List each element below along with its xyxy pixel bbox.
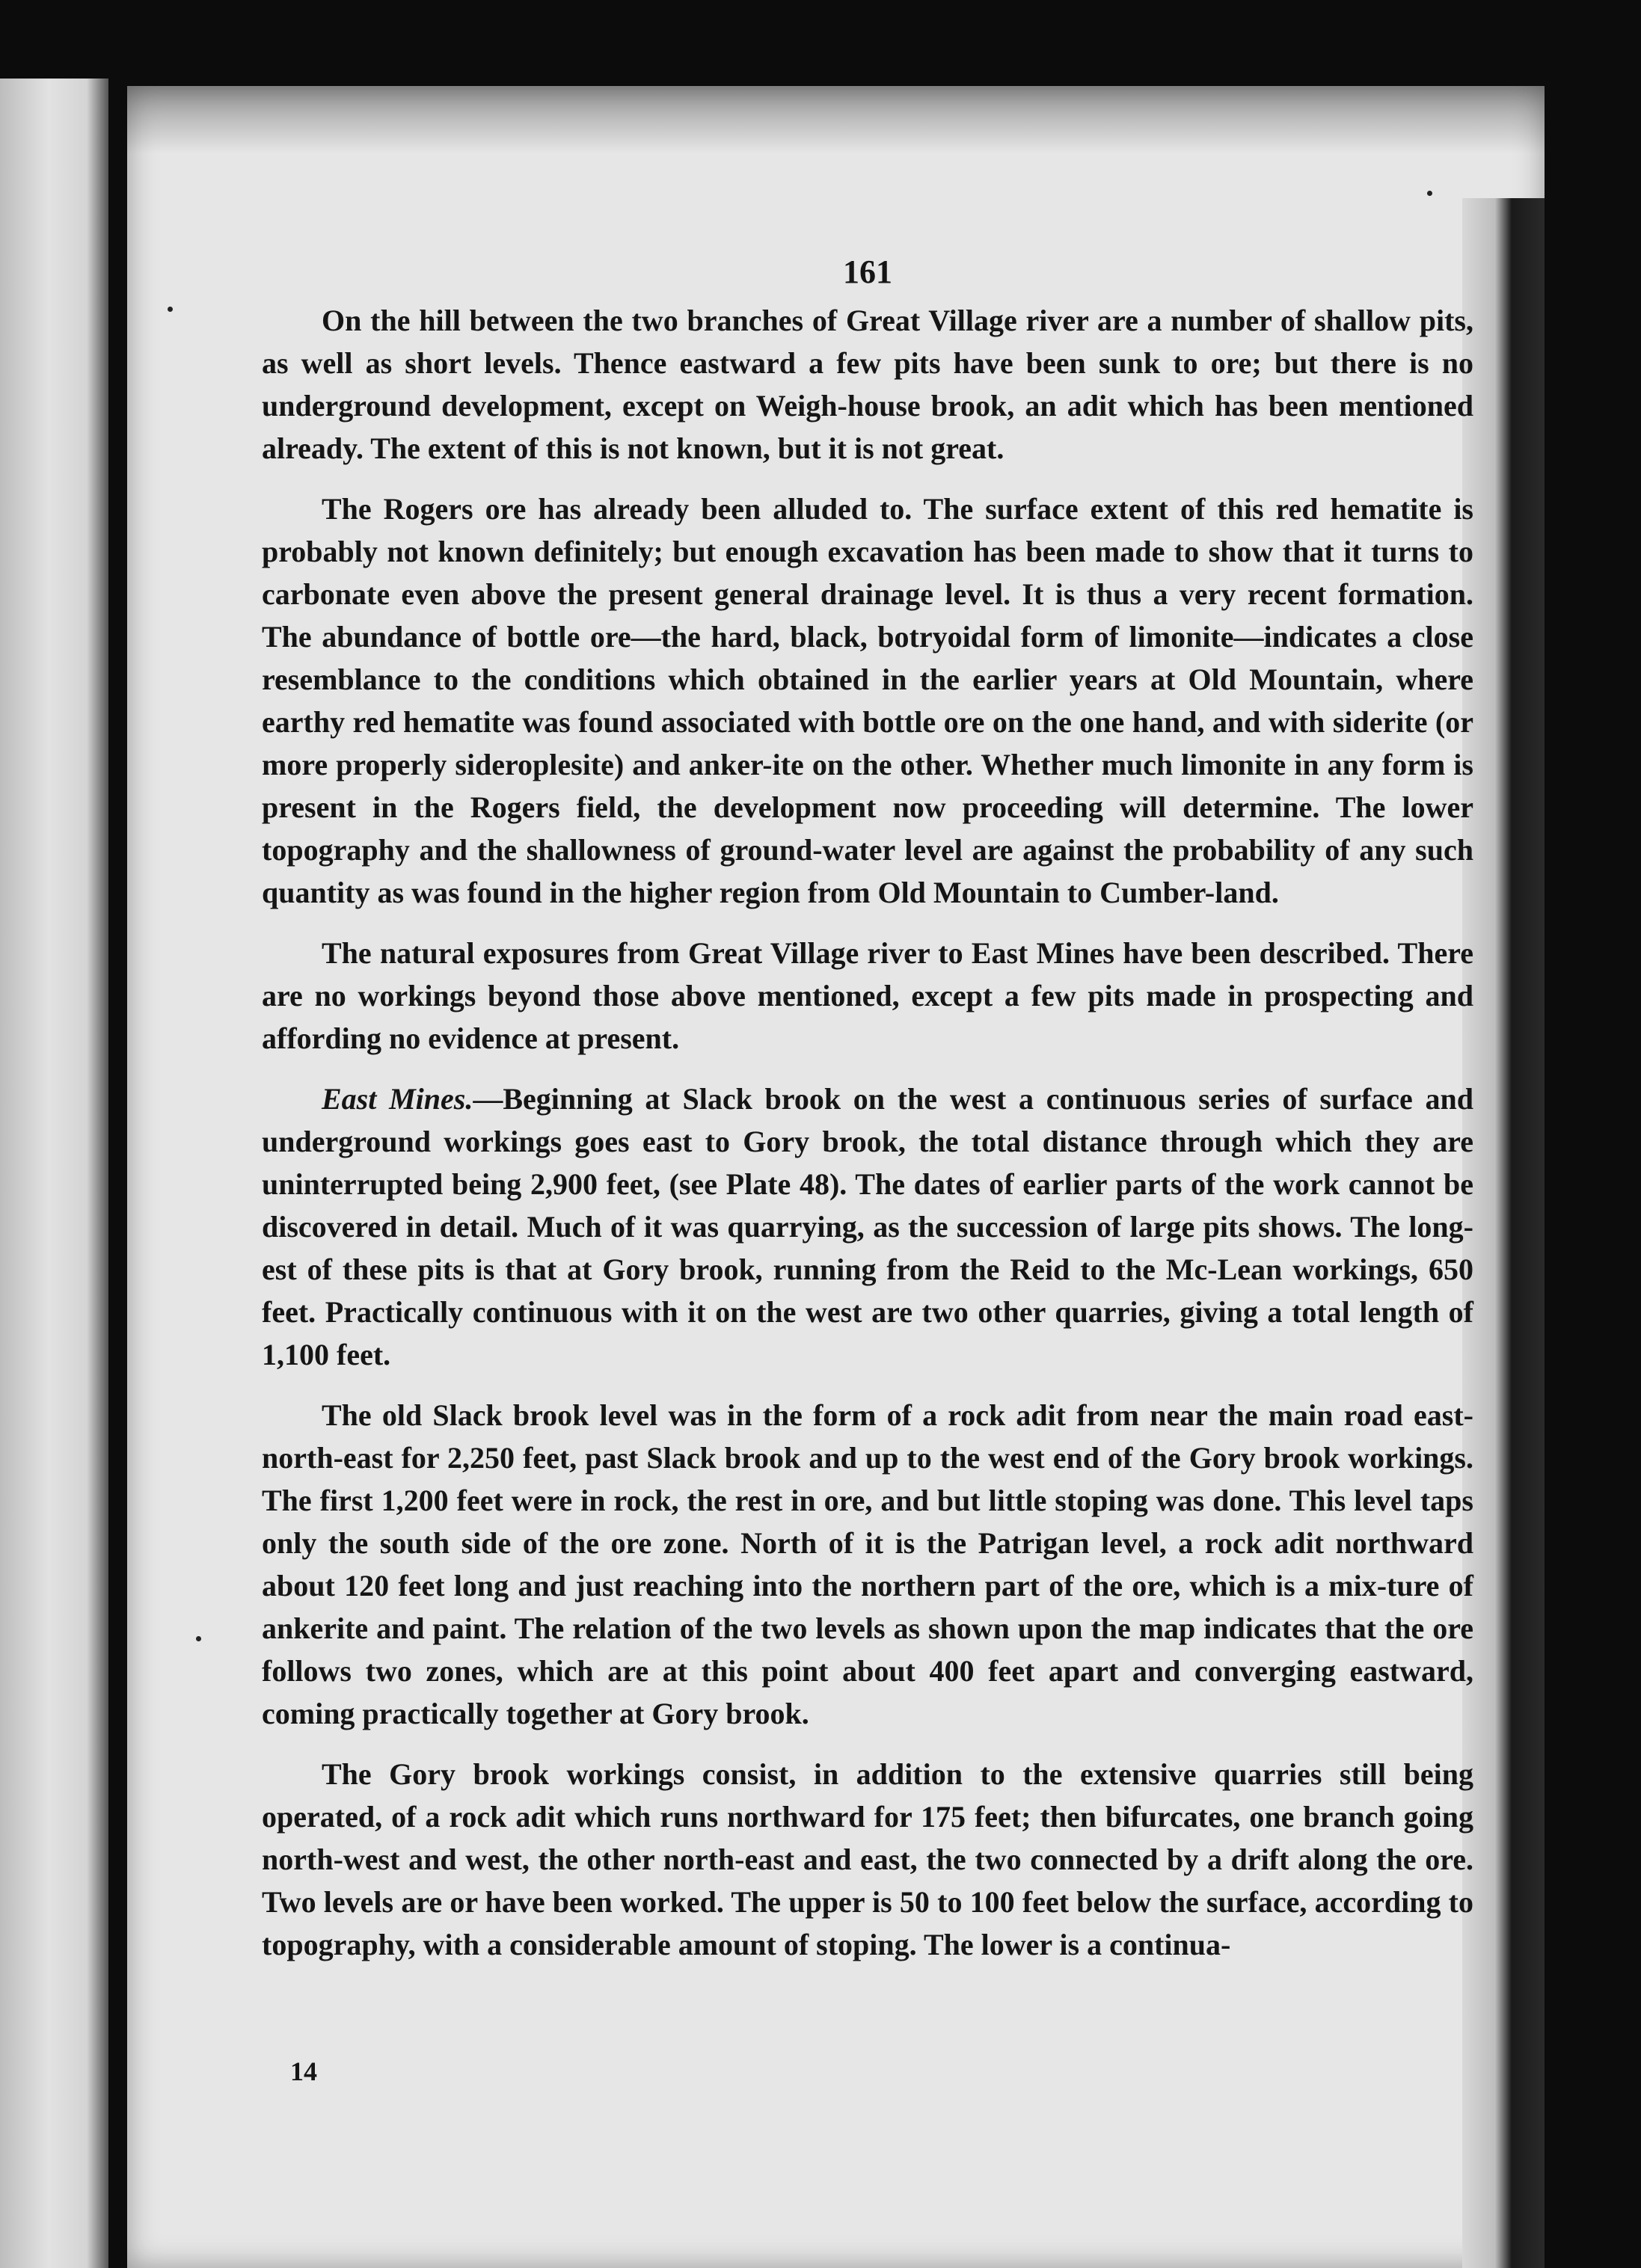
page-top-shadow	[127, 86, 1545, 153]
paragraph-text: The Gory brook workings consist, in addition to the extensive quarries still being operated, of a rock adit which runs northward for 175 feet; then bifurcates, one branch going north-west and west, the other north-east and east, the two connected by a drift along the ore. Two levels are or have been worked. The upper is 50 to 100 feet below the surface, according to topography, with a considerable amount of stoping. The lower is a continua-	[262, 1757, 1473, 1961]
scan-speck	[196, 1636, 201, 1641]
signature-mark: 14	[290, 2056, 317, 2086]
scan-speck	[1427, 191, 1432, 196]
right-binding-edge	[1462, 198, 1545, 2268]
paragraph	[262, 1753, 1473, 1966]
page-number: 161	[843, 253, 892, 290]
left-page-edge	[0, 79, 108, 2268]
paragraph	[262, 932, 1473, 1060]
section-heading: East Mines.	[322, 1082, 473, 1116]
paragraph-text: The natural exposures from Great Village river to East Mines have been described. There are no workings beyond those above mentioned, except a few pits made in prospecting and affording no evidence at present.	[262, 936, 1473, 1055]
paragraph	[262, 488, 1473, 914]
paragraph-text: —Beginning at Slack brook on the west a continuous series of surface and underground workings goes east to Gory brook, the total distance through which they are uninterrupted being 2,900 feet, (see Plate 48). The dates of earlier parts of the work cannot be discovered in detail. Much of it was quarrying, as the succession of large pits shows. The long-est of these pits is that at Gory brook, running from the Reid to the Mc-Lean workings, 650 feet. Practically continuous with it on the west are two other quarries, giving a total length of 1,100 feet.	[262, 1082, 1474, 1371]
body-text	[262, 251, 1473, 1966]
scan-speck	[168, 307, 173, 312]
paragraph-text: The old Slack brook level was in the form of a rock adit from near the main road east-north-east for 2,250 feet, past Slack brook and up to the west end of the Gory brook workings. The first 1,200 feet were in rock, the rest in ore, and but little stoping was done. This level taps only the south side of the ore zone. North of it is the Patrigan level, a rock adit northward about 120 feet long and just reaching into the northern part of the ore, which is a mix-ture of ankerite and paint. The relation of the two levels as shown upon the map indicates that the ore follows two zones, which are at this point about 400 feet apart and converging eastward, coming practically together at Gory brook.	[262, 1398, 1473, 1730]
paragraph	[262, 1394, 1473, 1735]
document-page	[127, 86, 1545, 2268]
paragraph-text: The Rogers ore has already been alluded to. The surface extent of this red hematite is probably not known definitely; but enough excavation has been made to show that it turns to carbonate even above the present general drainage level. It is thus a very recent formation. The abundance of bottle ore—the hard, black, botryoidal form of limonite—indicates a close resemblance to the conditions which obtained in the earlier years at Old Mountain, where earthy red hematite was found associated with bottle ore on the one hand, and with siderite (or more properly sideroplesite) and anker-ite on the other. Whether much limonite in any form is present in the Rogers field, the development now proceeding will determine. The lower topography and the shallowness of ground-water level are against the probability of any such quantity as was found in the higher region from Old Mountain to Cumber-land.	[262, 492, 1473, 909]
paragraph	[262, 299, 1473, 470]
paragraph-text: On the hill between the two branches of Great Village river are a number of shallow pits, as well as short levels. Thence eastward a few pits have been sunk to ore; but there is no underground development, except on Weigh-house brook, an adit which has been mentioned already. The extent of this is not known, but it is not great.	[262, 304, 1473, 465]
paragraph	[262, 1078, 1473, 1376]
